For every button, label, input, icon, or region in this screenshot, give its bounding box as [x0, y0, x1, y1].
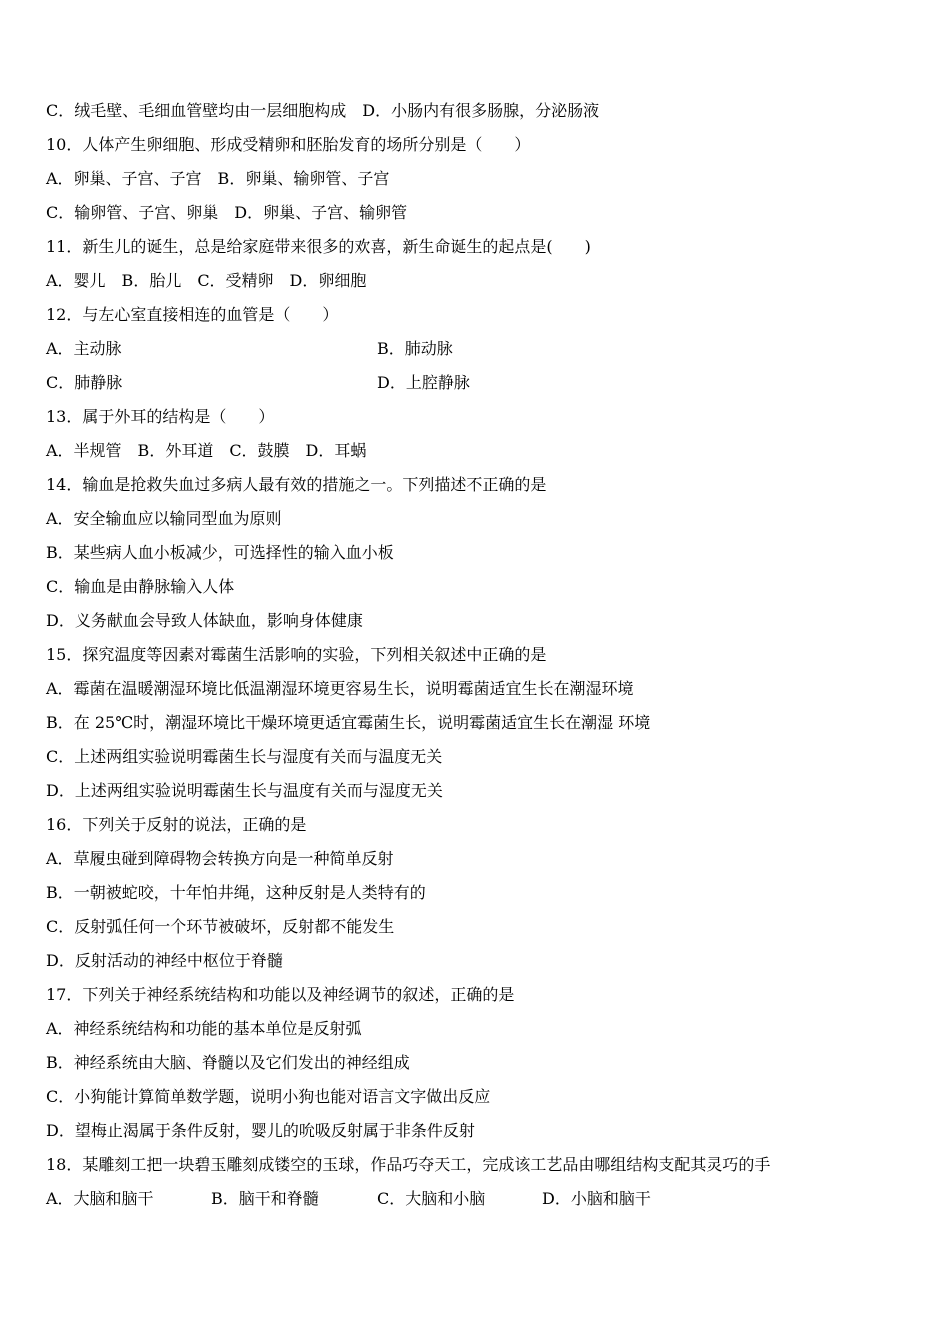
q12-option-b: B．肺动脉: [377, 339, 453, 358]
document-page: [46, 94, 906, 1216]
q15-option-b: B．在 25℃时，潮湿环境比干燥环境更适宜霉菌生长，说明霉菌适宜生长在潮湿 环境: [46, 713, 651, 732]
q10-options-ab: A．卵巢、子宫、子宫 B．卵巢、输卵管、子宫: [46, 169, 390, 188]
q12-stem: 12．与左心室直接相连的血管是（ ）: [46, 305, 339, 324]
q11-options: A．婴儿 B．胎儿 C．受精卵 D．卵细胞: [46, 271, 367, 290]
q16-option-d: D．反射活动的神经中枢位于脊髓: [46, 951, 283, 970]
q18-option-b: B．脑干和脊髓: [211, 1189, 319, 1208]
q13-options: A．半规管 B．外耳道 C．鼓膜 D．耳蜗: [46, 441, 367, 460]
q16-option-b: B．一朝被蛇咬，十年怕井绳，这种反射是人类特有的: [46, 883, 426, 902]
q14-option-b: B．某些病人血小板减少，可选择性的输入血小板: [46, 543, 394, 562]
q18-option-d: D．小脑和脑干: [542, 1189, 651, 1208]
q17-option-c: C．小狗能计算简单数学题，说明小狗也能对语言文字做出反应: [46, 1087, 491, 1106]
q14-option-a: A．安全输血应以输同型血为原则: [46, 509, 282, 528]
q18-options: [46, 1182, 906, 1216]
q14-option-d: D．义务献血会导致人体缺血，影响身体健康: [46, 611, 363, 630]
q13-stem: 13．属于外耳的结构是（ ）: [46, 407, 275, 426]
q12-options-ab: [46, 332, 906, 366]
q11-stem: 11．新生儿的诞生，总是给家庭带来很多的欢喜，新生命诞生的起点是( ): [46, 237, 591, 256]
q15-stem: 15．探究温度等因素对霉菌生活影响的实验，下列相关叙述中正确的是: [46, 645, 547, 664]
q16-option-a: A．草履虫碰到障碍物会转换方向是一种简单反射: [46, 849, 394, 868]
q18-option-a: A．大脑和脑干: [46, 1189, 154, 1208]
q10-stem: 10．人体产生卵细胞、形成受精卵和胚胎发育的场所分别是（ ）: [46, 135, 531, 154]
q18-stem: 18．某雕刻工把一块碧玉雕刻成镂空的玉球，作品巧夺天工，完成该工艺品由哪组结构支配其灵巧的手: [46, 1155, 771, 1174]
q15-option-d: D．上述两组实验说明霉菌生长与温度有关而与湿度无关: [46, 781, 443, 800]
q14-option-c: C．输血是由静脉输入人体: [46, 577, 235, 596]
q16-stem: 16．下列关于反射的说法，正确的是: [46, 815, 307, 834]
q17-option-d: D．望梅止渴属于条件反射，婴儿的吮吸反射属于非条件反射: [46, 1121, 475, 1140]
q12-option-a: A．主动脉: [46, 339, 122, 358]
q12-option-d: D．上腔静脉: [377, 373, 470, 392]
q10-options-cd: C．输卵管、子宫、卵巢 D．卵巢、子宫、输卵管: [46, 203, 408, 222]
q17-stem: 17．下列关于神经系统结构和功能以及神经调节的叙述，正确的是: [46, 985, 515, 1004]
q14-stem: 14．输血是抢救失血过多病人最有效的措施之一。下列描述不正确的是: [46, 475, 547, 494]
q9-options-cd: C．绒毛壁、毛细血管壁均由一层细胞构成 D．小肠内有很多肠腺，分泌肠液: [46, 101, 600, 120]
q15-option-c: C．上述两组实验说明霉菌生长与湿度有关而与温度无关: [46, 747, 443, 766]
q15-option-a: A．霉菌在温暖潮湿环境比低温潮湿环境更容易生长，说明霉菌适宜生长在潮湿环境: [46, 679, 634, 698]
q17-option-a: A．神经系统结构和功能的基本单位是反射弧: [46, 1019, 362, 1038]
q12-option-c: C．肺静脉: [46, 373, 123, 392]
q16-option-c: C．反射弧任何一个环节被破坏，反射都不能发生: [46, 917, 395, 936]
q17-option-b: B．神经系统由大脑、脊髓以及它们发出的神经组成: [46, 1053, 410, 1072]
q18-option-c: C．大脑和小脑: [377, 1189, 486, 1208]
q12-options-cd: [46, 366, 906, 400]
